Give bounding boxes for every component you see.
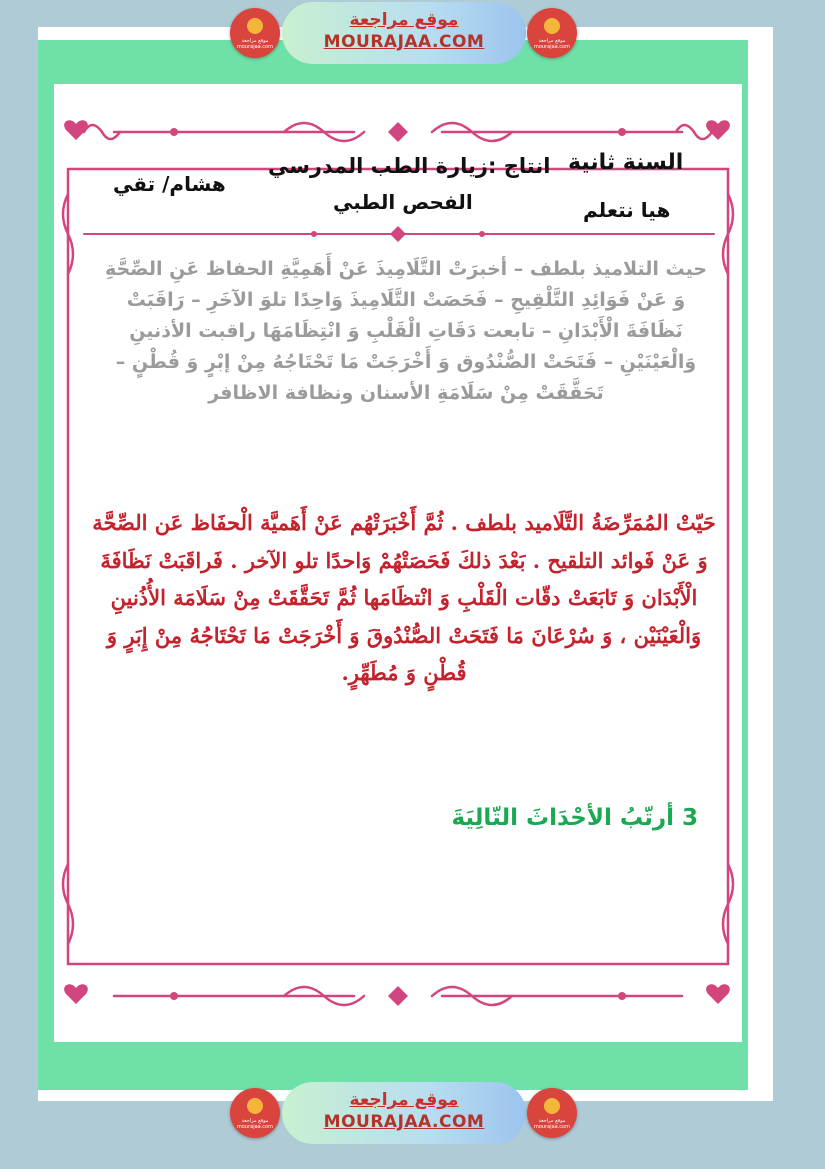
page-title: انتاج :زيارة الطب المدرسي <box>268 154 551 178</box>
watermark-link[interactable]: MOURAJAA.COM <box>323 1112 485 1132</box>
logo-badge-icon: موقع مراجعة mourajaa.com <box>230 8 280 58</box>
logo-badge-icon: موقع مراجعة mourajaa.com <box>527 1088 577 1138</box>
school-year: السنة ثانية <box>568 150 684 175</box>
watermark-pill[interactable] <box>282 1082 526 1144</box>
exercise-heading: 3 أرتّبُ الأحْدَاثَ التّالِيَةَ <box>451 805 698 831</box>
logo-badge-icon: موقع مراجعة mourajaa.com <box>230 1088 280 1138</box>
page-subtitle: الفحص الطبي <box>333 190 473 214</box>
draft-paragraph: حيث التلاميذ بلطف – أخبرَتْ التَّلَامِيذَ عَنْ أَهَمِيَّةِ الحفاظ عَنِ الصِّحَّةِ وَ عَنْ فَوَائِدِ التَّلْقِيحِ – فَحَصَتْ التَّلَامِيذَ وَاحِدًا تلوَ الآخَرِ – رَاقَبَتْ نَظَافَةَ الْأَبْدَانِ – تابعت دَقَاتِ الْقَلْبِ وَ انْتِظَامَهَا راقبت الأذنينِ وَالْعَيْنَيْنِ – فَتَحَتْ الصُّنْدُوق وَ أَخْرَجَتْ مَا تَحْتَاجُهُ مِنْ إبْرٍ وَ قُطْنٍ – تَحَقَّقَتْ مِنْ سَلَامَةِ الأسنان ونظافة الاظافر <box>104 258 708 404</box>
author-name: هشام/ تقي <box>113 172 226 196</box>
final-paragraph: حَيّتْ المُمَرِّضَةُ التَّلَاميد بلطف . ثُمَّ أَخْبَرَتْهُم عَنْ أَهَميَّة الْحفَاظ عَن الصِّحَّة وَ عَنْ فَوائد التلقيح . بَعْدَ ذلكَ فَحَصَتْهُمْ وَاحدًا تلو الآخر . فَراقَبَتْ نَظَافَةَ الْأَبْدَان وَ تَابَعَتْ دقّات الْقَلْبِ وَ انْتظَامَها ثُمَّ تَحَقَّقَتْ مِنْ سَلَامَة الأُذُنينِ وَالْعَيْنَيْن ، وَ سُرْعَانَ مَا فَتَحَتْ الصُّنْدُوقَ وَ أَخْرَجَتْ مَا تَحْتَاجُهُ مِنْ إِبَرٍ وَ قُطْنٍ وَ مُطَهِّرٍ. <box>92 510 716 685</box>
watermark-banner-bottom[interactable] <box>230 1082 580 1142</box>
watermark-pill[interactable] <box>282 2 526 64</box>
textbook-name: هيا نتعلم <box>583 198 671 222</box>
watermark-banner-top[interactable] <box>230 2 580 62</box>
logo-badge-icon: موقع مراجعة mourajaa.com <box>527 8 577 58</box>
watermark-arabic: موقع مراجعة <box>349 10 459 30</box>
watermark-link[interactable]: MOURAJAA.COM <box>323 32 485 52</box>
watermark-arabic: موقع مراجعة <box>349 1090 459 1110</box>
